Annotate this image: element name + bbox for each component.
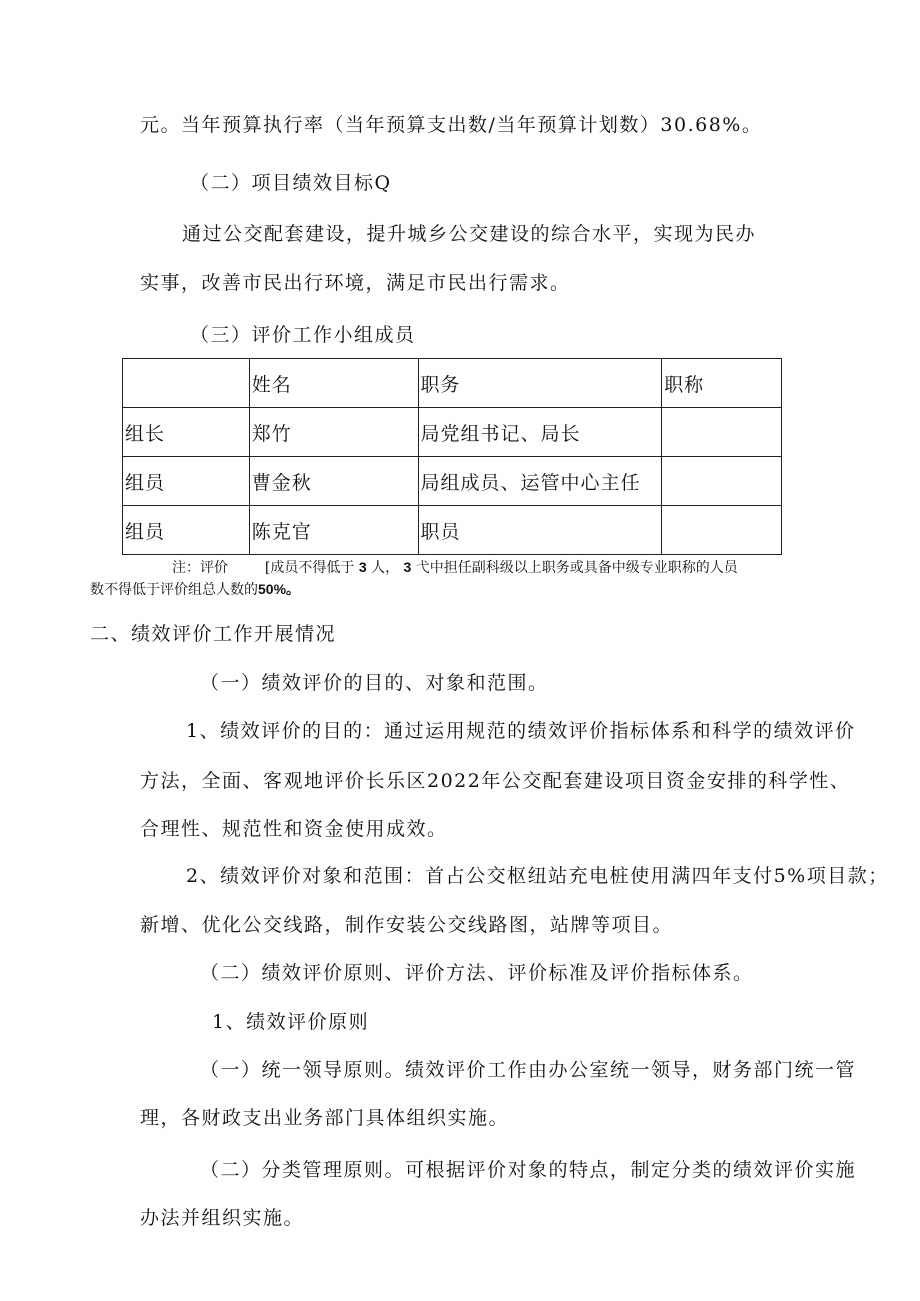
table-cell bbox=[662, 506, 782, 555]
section-2-2-heading: （二）绩效评价原则、评价方法、评价标准及评价指标体系。 bbox=[200, 962, 754, 984]
table-cell: 职员 bbox=[418, 506, 662, 555]
note-segment: [成员不得低于 bbox=[264, 560, 355, 576]
note-percent: 50%。 bbox=[258, 581, 301, 597]
table-cell: 郑竹 bbox=[249, 408, 418, 457]
evaluation-scope-line-1: 2、绩效评价对象和范围：首占公交枢纽站充电桩使用满四年支付5%项目款； bbox=[186, 865, 889, 887]
team-members-table bbox=[122, 358, 782, 555]
principle-2-line-1: （二）分类管理原则。可根据评价对象的特点，制定分类的绩效评价实施 bbox=[200, 1159, 857, 1181]
table-header-cell bbox=[123, 359, 250, 408]
table-cell: 陈克官 bbox=[249, 506, 418, 555]
evaluation-purpose-line-3: 合理性、规范性和资金使用成效。 bbox=[140, 818, 448, 840]
project-goal-heading: （二）项目绩效目标Q bbox=[190, 172, 392, 194]
section-2-1-heading: （一）绩效评价的目的、对象和范围。 bbox=[200, 672, 549, 694]
note-prefix: 注：评价 bbox=[172, 560, 228, 576]
principle-2-line-2: 办法并组织实施。 bbox=[140, 1207, 305, 1229]
table-header-cell: 职称 bbox=[662, 359, 782, 408]
table-cell bbox=[662, 457, 782, 506]
table-header-row bbox=[123, 359, 782, 408]
table-row bbox=[123, 408, 782, 457]
table-cell: 组员 bbox=[123, 457, 250, 506]
principle-1-line-1: （一）统一领导原则。绩效评价工作由办公室统一领导，财务部门统一管 bbox=[200, 1059, 857, 1081]
note-segment: 人， bbox=[371, 560, 400, 576]
principle-1-line-2: 理，各财政支出业务部门具体组织实施。 bbox=[140, 1107, 510, 1129]
table-cell: 局党组书记、局长 bbox=[418, 408, 662, 457]
goal-paragraph-line-2: 实事，改善市民出行环境，满足市民出行需求。 bbox=[140, 272, 571, 294]
table-row bbox=[123, 506, 782, 555]
evaluation-purpose-line-1: 1、绩效评价的目的：通过运用规范的绩效评价指标体系和科学的绩效评价 bbox=[186, 720, 856, 742]
table-header-cell: 姓名 bbox=[249, 359, 418, 408]
table-row bbox=[123, 457, 782, 506]
table-cell: 组长 bbox=[123, 408, 250, 457]
budget-execution-paragraph: 元。当年预算执行率（当年预算支出数/当年预算计划数）30.68%。 bbox=[140, 114, 763, 136]
note-segment: 弋中担任副科级以上职务或具备中级专业职称的人员 bbox=[415, 560, 738, 576]
table-cell: 曹金秋 bbox=[249, 457, 418, 506]
table-cell bbox=[662, 408, 782, 457]
note-segment: 数不得低于评价组总人数的 bbox=[90, 582, 258, 598]
evaluation-scope-line-2: 新增、优化公交线路，制作安装公交线路图，站牌等项目。 bbox=[140, 914, 674, 936]
section-2-title: 二、绩效评价工作开展情况 bbox=[90, 623, 337, 645]
team-heading: （三）评价工作小组成员 bbox=[190, 324, 416, 346]
table-note-line-1 bbox=[172, 558, 738, 577]
note-number: 3 bbox=[358, 559, 367, 575]
evaluation-purpose-line-2: 方法，全面、客观地评价长乐区2022年公交配套建设项目资金安排的科学性、 bbox=[140, 770, 851, 792]
table-cell: 局组成员、运管中心主任 bbox=[418, 457, 662, 506]
table-header-cell: 职务 bbox=[418, 359, 662, 408]
principles-heading: 1、绩效评价原则 bbox=[212, 1011, 370, 1033]
goal-paragraph-line-1: 通过公交配套建设，提升城乡公交建设的综合水平，实现为民办 bbox=[182, 223, 757, 245]
table-cell: 组员 bbox=[123, 506, 250, 555]
table-note-line-2 bbox=[90, 580, 300, 599]
note-number: 3 bbox=[403, 559, 412, 575]
